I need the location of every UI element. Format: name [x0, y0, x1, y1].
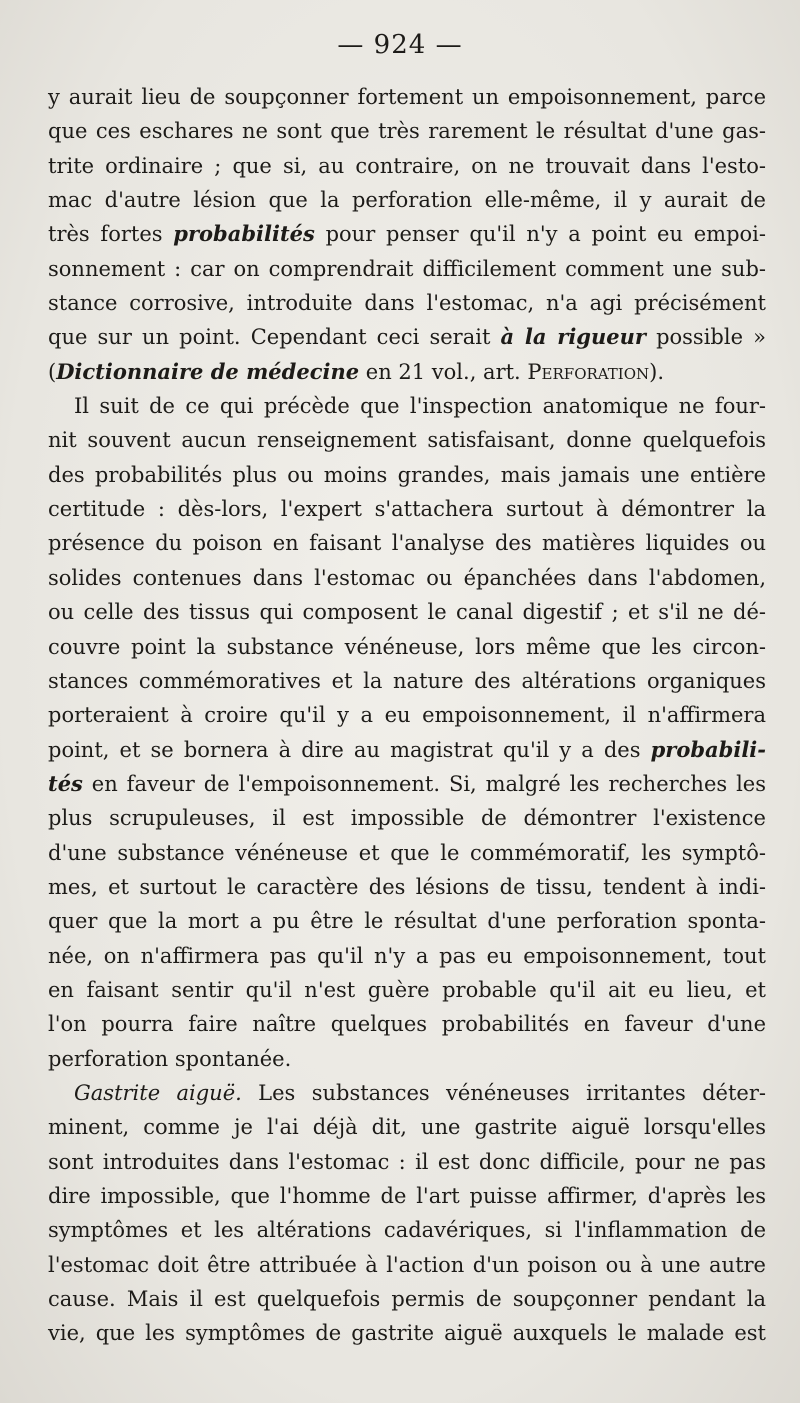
text-line: mes, et surtout le caractère des lésions de tissu, tendent à indi-	[48, 874, 766, 899]
text-line: que sur un point. Cependant ceci serait à la rigueur possible »	[48, 324, 766, 350]
emphasis: probabili-	[650, 736, 766, 762]
body-text	[48, 80, 766, 1351]
text-line: en faisant sentir qu'il n'est guère probable qu'il ait eu lieu, et	[48, 977, 766, 1002]
text-line: stance corrosive, introduite dans l'estomac, n'a agi précisément	[48, 291, 766, 316]
text-line: sont introduites dans l'estomac : il est donc difficile, pour ne pas	[48, 1149, 766, 1174]
text-line: sonnement : car on comprendrait difficilement comment une sub-	[48, 256, 766, 281]
section-heading: Gastrite aiguë.	[74, 1080, 242, 1105]
text-line: d'une substance vénéneuse et que le commémoratif, les symptô-	[48, 840, 766, 865]
text-line: l'estomac doit être attribuée à l'action d'un poison ou à une autre	[48, 1252, 766, 1277]
text-line: mac d'autre lésion que la perforation elle-même, il y aurait de	[48, 188, 766, 213]
text-line: stances commémoratives et la nature des altérations organiques	[48, 668, 766, 693]
text-line: solides contenues dans l'estomac ou épanchées dans l'abdomen,	[48, 565, 766, 590]
emphasis: tés	[48, 770, 83, 796]
text-line: que ces eschares ne sont que très rarement le résultat d'une gas-	[48, 119, 766, 144]
text-line: couvre point la substance vénéneuse, lors même que les circon-	[48, 634, 766, 659]
text-line: symptômes et les altérations cadavériques, si l'inflammation de	[48, 1218, 766, 1243]
text-line: plus scrupuleuses, il est impossible de démontrer l'existence	[48, 806, 766, 831]
page-number: — 924 —	[337, 30, 463, 60]
text-line: minent, comme je l'ai déjà dit, une gastrite aiguë lorsqu'elles	[48, 1115, 766, 1140]
text-line: très fortes probabilités pour penser qu'il n'y a point eu empoi-	[48, 221, 766, 247]
text-line: vie, que les symptômes de gastrite aiguë auxquels le malade est	[48, 1321, 766, 1346]
text-line: née, on n'affirmera pas qu'il n'y a pas eu empoisonnement, tout	[48, 943, 766, 968]
text-line: trite ordinaire ; que si, au contraire, on ne trouvait dans l'esto-	[48, 153, 766, 178]
emphasis: probabilités	[173, 221, 315, 247]
text-line: ou celle des tissus qui composent le canal digestif ; et s'il ne dé-	[48, 600, 766, 625]
citation-title: Dictionnaire de médecine	[56, 358, 360, 384]
emphasis: à la rigueur	[500, 324, 646, 350]
text-line: porteraient à croire qu'il y a eu empoisonnement, il n'affirmera	[48, 703, 766, 728]
text-line: tés en faveur de l'empoisonnement. Si, malgré les recherches les	[48, 770, 766, 796]
text-line: l'on pourra faire naître quelques probabilités en faveur d'une	[48, 1012, 766, 1037]
text-line: présence du poison en faisant l'analyse des matières liquides ou	[48, 531, 766, 556]
text-line: cause. Mais il est quelquefois permis de soupçonner pendant la	[48, 1287, 766, 1312]
text-line: point, et se bornera à dire au magistrat qu'il y a des probabili-	[48, 736, 766, 762]
text-line: Gastrite aiguë. Les substances vénéneuses irritantes déter-	[74, 1080, 766, 1105]
text-line: certitude : dès-lors, l'expert s'attachera surtout à démontrer la	[48, 497, 766, 522]
text-line: y aurait lieu de soupçonner fortement un empoisonnement, parce	[48, 85, 766, 109]
text-line: (Dictionnaire de médecine en 21 vol., art. Perforation).	[48, 358, 665, 384]
text-line: des probabilités plus ou moins grandes, mais jamais une entière	[48, 462, 766, 487]
text-line: Il suit de ce qui précède que l'inspection anatomique ne four-	[74, 394, 766, 419]
article-name: Perforation	[527, 359, 650, 384]
text-line: quer que la mort a pu être le résultat d'une perforation sponta-	[48, 909, 766, 934]
text-line: dire impossible, que l'homme de l'art puisse affirmer, d'après les	[48, 1184, 766, 1208]
text-line: perforation spontanée.	[48, 1046, 292, 1071]
text-line: nit souvent aucun renseignement satisfaisant, donne quelquefois	[48, 428, 766, 453]
